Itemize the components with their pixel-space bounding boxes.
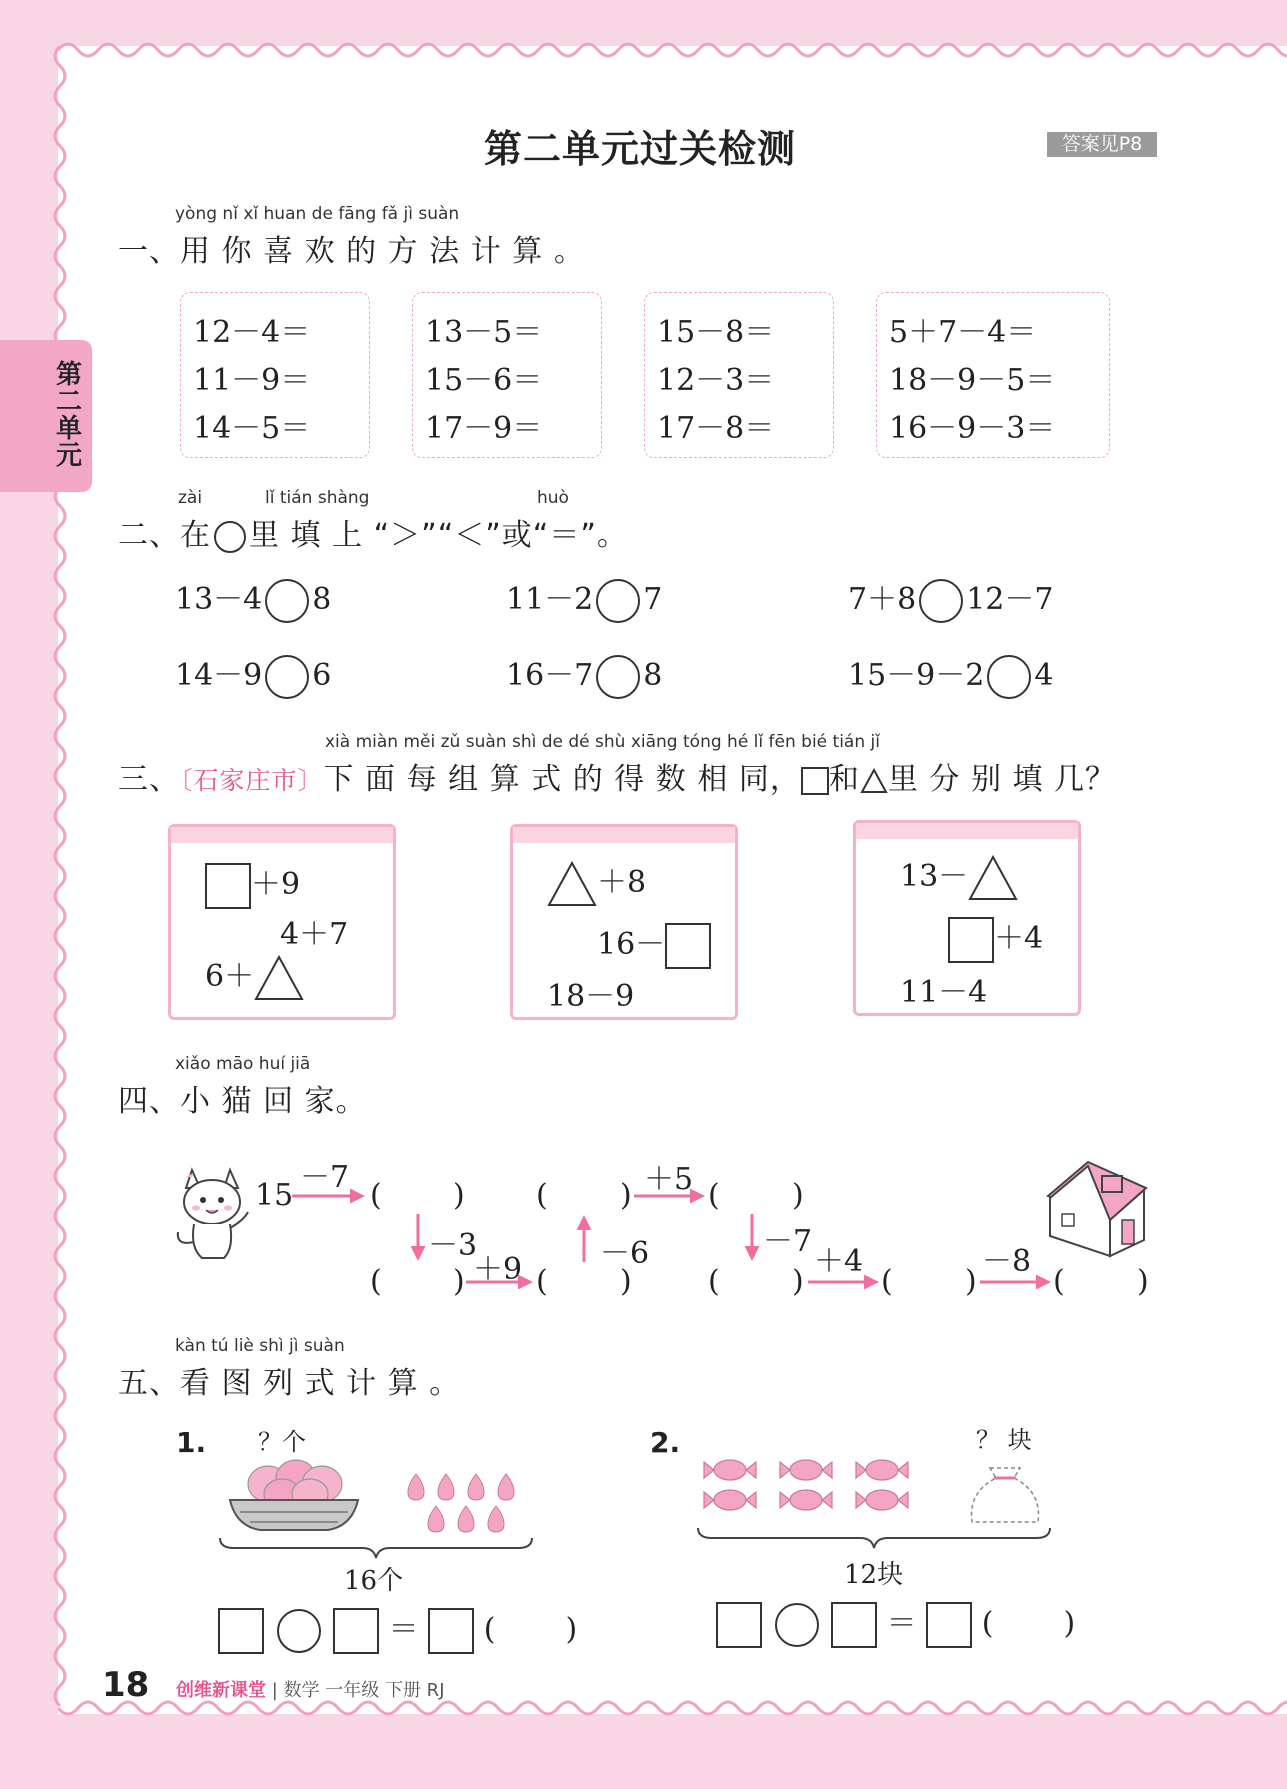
problem-1-total: 16个 [344,1566,404,1596]
expression: 11－9＝ [193,363,311,398]
brace-1 [218,1536,536,1562]
equation-2 [716,1598,1075,1648]
bracket-close: ) [792,1178,804,1213]
box3-row3: 11－4 [900,975,988,1010]
operation-label: －8 [982,1244,1032,1279]
compare-right: 8 [643,658,663,693]
unit-side-tab-label: 第二单元 [55,360,82,471]
answer-square[interactable] [428,1608,474,1654]
page-title: 第二单元过关检测 [483,127,796,171]
problem-1-question: ？个 [258,1428,306,1456]
section3-pinyin: xià miàn měi zǔ suàn shì de dé shù xiāng tóng hé lǐ fēn bié tián jǐ [325,732,880,752]
section2-pinyin-li: lǐ tián shàng [265,488,370,508]
expression: 16－9－3＝ [889,411,1056,446]
problem-1-number: 1. [176,1426,207,1459]
bracket-close: ) [1137,1264,1149,1299]
operation-label: ＋5 [644,1162,694,1197]
compare-right: 12－7 [966,582,1054,617]
expression: 14－5＝ [193,411,311,446]
operation-label: －6 [600,1236,650,1271]
answer-square[interactable] [926,1602,972,1648]
bracket-open: ( [536,1178,548,1213]
section3-heading-c: 和 [828,762,860,797]
answer-circle[interactable] [775,1603,819,1647]
bracket-open: ( [370,1264,382,1299]
answer-square[interactable] [333,1608,379,1654]
expression: 18－9－5＝ [889,363,1056,398]
expression: 5＋7－4＝ [889,315,1037,350]
answer-square[interactable] [716,1602,762,1648]
box1-row3-text: 6＋ [205,959,255,994]
footer-info: | 数学 一年级 下册 RJ [271,1680,445,1701]
bracket-close: ) [620,1178,632,1213]
operation-label: －7 [763,1224,813,1259]
section4-pinyin: xiǎo māo huí jiā [175,1054,311,1074]
unit-bracket-open: ( [483,1612,496,1647]
operation-label: －3 [428,1228,478,1263]
bracket-close: ) [453,1264,465,1299]
bag-icon [962,1458,1048,1532]
bracket-close: ) [620,1264,632,1299]
compare-right: 6 [312,658,332,693]
expression: 15－8＝ [657,315,775,350]
compare-left: 16－7 [506,658,594,693]
expression: 12－4＝ [193,315,311,350]
city-tag: 〔石家庄市〕 [180,766,324,795]
equals-sign: ＝ [388,1612,419,1647]
box2-row1-op: ＋8 [597,865,647,900]
equation-1 [218,1604,577,1654]
compare-left: 11－2 [506,582,594,617]
section5-heading: 五、看 图 列 式 计 算 。 [118,1366,461,1401]
compare-left: 13－4 [175,582,263,617]
section4-heading: 四、小 猫 回 家。 [118,1084,367,1119]
answer-square[interactable] [831,1602,877,1648]
expression: 13－5＝ [425,315,543,350]
box3-row1-text: 13－ [900,859,969,894]
compare-right: 8 [312,582,332,617]
pears-icon [402,1464,532,1540]
chain-start-number: 15 [255,1178,294,1213]
fruit-basket-icon [226,1454,362,1534]
operation-label: －7 [300,1160,350,1195]
bracket-open: ( [708,1264,720,1299]
bracket-open: ( [881,1264,893,1299]
bracket-open: ( [708,1178,720,1213]
bracket-close: ) [792,1264,804,1299]
box2-row2-text: 16－ [597,927,666,962]
answer-square[interactable] [218,1608,264,1654]
section3-heading-b: 下 面 每 组 算 式 的 得 数 相 同， [323,762,801,797]
section2-pinyin-huo: huò [537,488,569,508]
compare-left: 7＋8 [848,582,917,617]
expression: 17－9＝ [425,411,543,446]
operation-label: ＋4 [814,1244,864,1279]
box3-row2-op: ＋4 [994,921,1044,956]
footer-text [176,1676,445,1702]
bracket-close: ) [965,1264,977,1299]
answer-circle[interactable] [277,1609,321,1653]
candies-icon [702,1456,916,1516]
footer-brand: 创维新课堂 [176,1680,266,1701]
brace-2 [696,1526,1056,1552]
box1-row2: 4＋7 [280,917,349,952]
bracket-open: ( [536,1264,548,1299]
compare-right: 4 [1034,658,1054,693]
page-number: 18 [102,1665,150,1705]
problem-2-total: 12块 [844,1560,904,1590]
section1-pinyin: yòng nǐ xǐ huan de fāng fǎ jì suàn [175,204,460,224]
operation-label: ＋9 [473,1252,523,1287]
box1-row1-op: ＋9 [251,867,301,902]
box2-row3: 18－9 [547,979,635,1014]
bracket-close: ) [453,1178,465,1213]
expression: 17－8＝ [657,411,775,446]
unit-bracket-open: ( [981,1606,994,1641]
bracket-open: ( [1053,1264,1065,1299]
section2-pinyin-zai: zài [178,488,203,508]
unit-bracket-close: ) [1063,1606,1076,1641]
section3-heading-a: 三、 [118,762,180,797]
problem-2-question: ？ 块 [976,1426,1032,1454]
bracket-open: ( [370,1178,382,1213]
section1-heading: 一、用 你 喜 欢 的 方 法 计 算 。 [118,234,585,269]
section3-heading-d: 里 分 别 填 几？ [887,762,1117,797]
unit-bracket-close: ) [565,1612,578,1647]
expression: 15－6＝ [425,363,543,398]
expression: 12－3＝ [657,363,775,398]
section2-heading-b: 里 填 上 “＞”“＜”或“＝”。 [249,518,628,553]
section2-heading-a: 二、在 [118,518,211,553]
compare-left: 15－9－2 [848,658,985,693]
answer-reference-tag: 答案见P8 [1047,132,1157,157]
section5-pinyin: kàn tú liè shì jì suàn [175,1336,345,1356]
problem-2-number: 2. [650,1426,681,1459]
equals-sign: ＝ [886,1606,917,1641]
compare-right: 7 [643,582,663,617]
compare-left: 14－9 [175,658,263,693]
